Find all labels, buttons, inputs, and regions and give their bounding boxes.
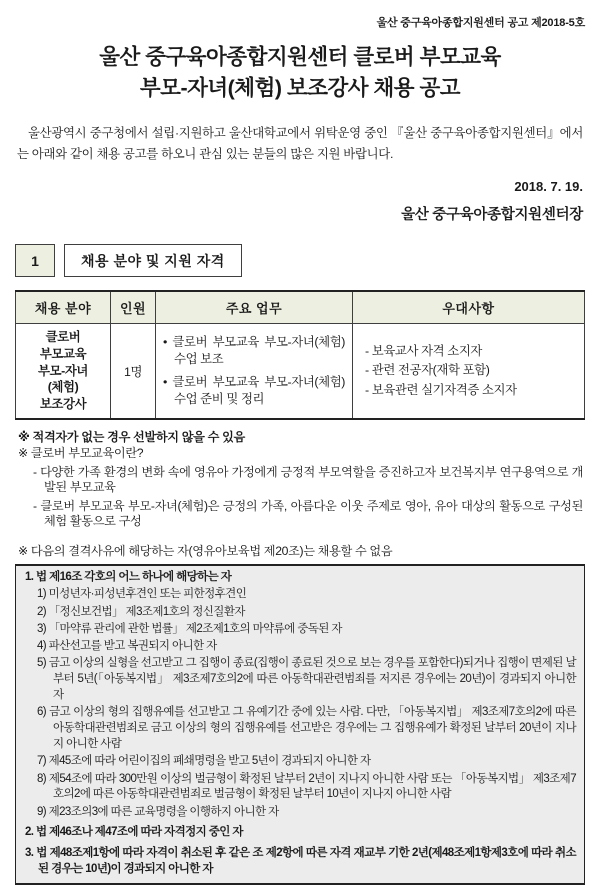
- page-title: [15, 42, 585, 104]
- legal-item: 4) 파산선고를 받고 복권되지 아니한 자: [37, 640, 217, 653]
- preference-item: - 보육관련 실기자격증 소지자: [365, 382, 517, 397]
- table-row: [16, 324, 585, 419]
- announcement-date: 2018. 7. 19.: [514, 179, 583, 194]
- note-line: ※ 적격자가 없는 경우 선발하지 않을 수 있음: [18, 429, 245, 444]
- column-header-count: 인원: [111, 291, 156, 324]
- intro-paragraph: 울산광역시 중구청에서 설립·지원하고 울산대학교에서 위탁운영 중인 『울산 중구육아종합지원센터』에서는 아래와 같이 채용 공고를 하오니 관심 있는 분들의 많은 지원 바랍니다.: [17, 126, 583, 161]
- legal-item: 1) 미성년자·피성년후견인 또는 피한정후견인: [37, 588, 247, 601]
- section-title: 채용 분야 및 지원 자격: [64, 244, 242, 277]
- note-line: ※ 클로버 부모교육이란?: [18, 446, 144, 461]
- legal-item: 3) 「마약류 관리에 관한 법률」 제2조제1호의 마약류에 중독된 자: [37, 622, 342, 635]
- field-line: 보조강사: [39, 397, 87, 412]
- cell-recruit-field: [16, 324, 111, 419]
- field-line: 부모교육: [39, 346, 87, 361]
- cell-preferences: [353, 324, 585, 419]
- section-1-header: [15, 244, 585, 277]
- notes-section: [15, 429, 585, 530]
- legal-item: 9) 제23조의3에 따른 교육명령을 이행하지 아니한 자: [37, 805, 279, 818]
- doc-number: 울산 중구육아종합지원센터 공고 제2018-5호: [376, 17, 585, 29]
- field-line: 부모-자녀: [37, 363, 88, 378]
- recruitment-table: [15, 290, 585, 420]
- column-header-duties: 주요 업무: [156, 291, 353, 324]
- column-header-preferences: 우대사항: [353, 291, 585, 324]
- legal-item: 5) 금고 이상의 실형을 선고받고 그 집행이 종료(집행이 종료된 것으로 보는 경우를 포함한다)되거나 집행이 면제된 날부터 5년(「아동복지법」 제3조제7호의2에 따른 아동학대관련범죄를 저지른 경우에는 20년)이 경과되지 아니한 자: [37, 657, 576, 702]
- field-line: 클로버: [45, 330, 81, 344]
- section-number-badge: 1: [15, 244, 55, 277]
- legal-item: 8) 제54조에 따라 300만원 이상의 벌금형이 확정된 날부터 2년이 지나지 아니한 사람 또는 「아동복지법」 제3조제7호의2에 따른 아동학대관련범죄로 벌금형이 확정된 날부터 10년이 지나지 아니한 사람: [37, 772, 576, 801]
- legal-heading: 3. 법 제48조제1항에 따라 자격이 취소된 후 같은 조 제2항에 따른 자격 재교부 기한 2년(제48조제1항제3호에 따라 취소된 경우는 10년)이 경과되지 아니한 자: [25, 847, 576, 876]
- cell-headcount: 1명: [111, 324, 156, 419]
- page-title-line-2: 부모-자녀(체험) 보조강사 채용 공고: [139, 76, 461, 100]
- note-line: - 다양한 가족 환경의 변화 속에 영유아 가정에게 긍정적 부모역할을 증진하고자 보건복지부 연구용역으로 개발된 부모교육: [33, 464, 583, 495]
- legal-item: 6) 금고 이상의 형의 집행유예를 선고받고 그 유예기간 중에 있는 사람. 다만, 「아동복지법」 제3조제7호의2에 따른 아동학대관련범죄로 금고 이상의 형의 집행유예를 선고받은 경우에는 그 집행유예가 확정된 날부터 20년이 지나지 아니한 사람: [37, 706, 576, 750]
- field-line: (체험): [47, 380, 79, 395]
- preference-item: - 관련 전공자(재학 포함): [365, 363, 490, 378]
- signer-title: 울산 중구육아종합지원센터장: [401, 207, 583, 223]
- legal-heading: 1. 법 제16조 각호의 어느 하나에 해당하는 자: [25, 570, 232, 583]
- preference-item: - 보육교사 자격 소지자: [365, 343, 482, 358]
- note-line: - 클로버 부모교육 부모-자녀(체험)은 긍정의 가족, 아름다운 이웃 주제로 영아, 유아 대상의 활동으로 구성된 체험 활동으로 구성: [33, 498, 583, 529]
- legal-heading: 2. 법 제46조나 제47조에 따라 자격정지 중인 자: [25, 826, 243, 839]
- legal-item: 2) 「정신보건법」 제3조제1호의 정신질환자: [37, 605, 245, 618]
- cell-duties: [156, 324, 353, 419]
- table-header-row: [16, 291, 585, 324]
- column-header-field: 채용 분야: [16, 291, 111, 324]
- disqualification-note: ※ 다음의 결격사유에 해당하는 자(영유아보육법 제20조)는 채용할 수 없음: [18, 543, 393, 558]
- duty-item: • 클로버 부모교육 부모-자녀(체험) 수업 준비 및 정리: [163, 375, 345, 406]
- legal-item: 7) 제45조에 따라 어린이집의 폐쇄명령을 받고 5년이 경과되지 아니한 자: [37, 755, 371, 768]
- page-title-line-1: 울산 중구육아종합지원센터 클로버 부모교육: [99, 45, 501, 69]
- disqualification-list-box: [15, 564, 585, 885]
- duty-item: • 클로버 부모교육 부모-자녀(체험) 수업 보조: [163, 335, 345, 366]
